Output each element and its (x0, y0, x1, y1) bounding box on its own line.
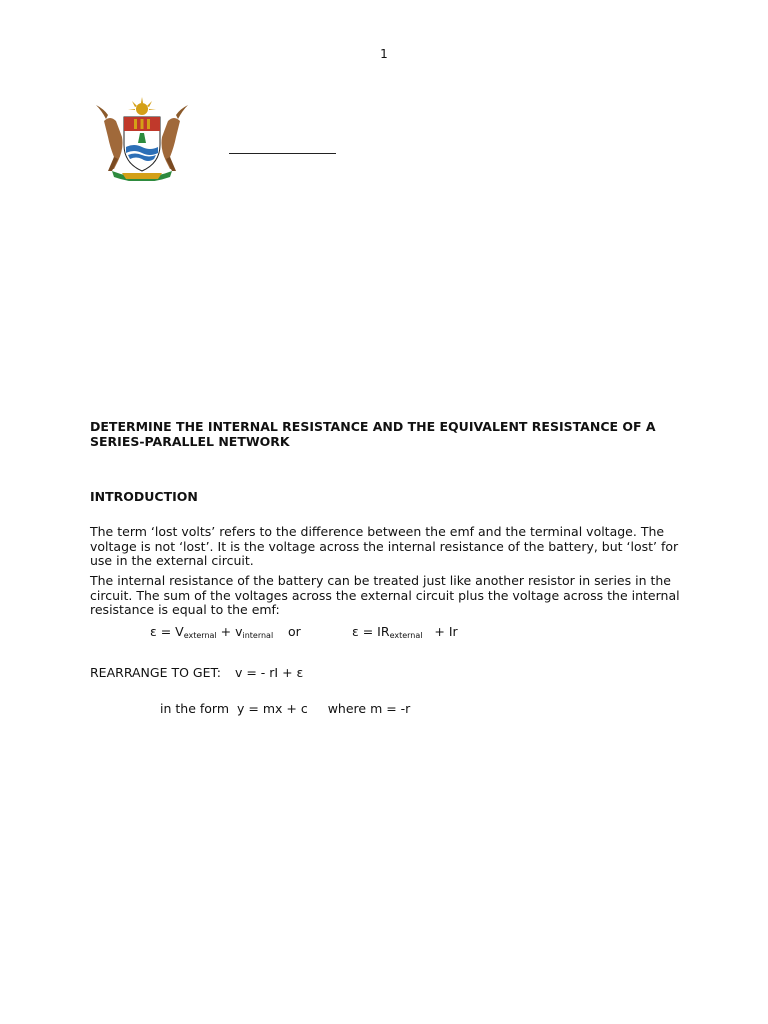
section-heading-introduction: INTRODUCTION (90, 489, 198, 504)
equation-1-lhs: ε = V (150, 624, 184, 639)
page-number: 1 (380, 47, 388, 61)
equation-2-subscript-external: external (389, 631, 423, 640)
equation-2-lhs: ε = IR (352, 624, 390, 639)
document-title: DETERMINE THE INTERNAL RESISTANCE AND THE EQUIVALENT RESISTANCE OF A SERIES-PARALLEL NETWORK (90, 419, 656, 449)
left-antelope (96, 105, 123, 171)
form-label: in the form (160, 701, 230, 716)
paragraph-internal-resistance: The internal resistance of the battery can be treated just like another resistor in series in the circuit. The sum of the voltages across the external circuit plus the voltage across the internal resistance is equal to the emf: (90, 573, 680, 617)
form-equation: y = mx + c (237, 701, 308, 716)
rearrange-formula: v = - rI + ε (234, 665, 304, 680)
form-line (160, 701, 410, 716)
paragraph-lost-volts: The term ‘lost volts’ refers to the difference between the emf and the terminal voltage. The voltage is not ‘lost’. It is the voltage across the internal resistance of the battery, but ‘lost’ for use in the external circuit. (90, 524, 679, 568)
equation-1-subscript-external: external (183, 631, 217, 640)
right-antelope (162, 105, 189, 171)
sun-rays (128, 97, 156, 115)
equation-1-plus: + v (216, 624, 243, 639)
equation-emf-voltages (150, 624, 273, 640)
form-where: where m = -r (327, 701, 411, 716)
equation-1-subscript-internal: internal (242, 631, 274, 640)
crest-base (112, 171, 172, 181)
equation-emf-current (352, 624, 458, 640)
header-underline (229, 153, 336, 154)
shield (124, 117, 160, 171)
rearrange-line (90, 665, 303, 680)
equation-row (0, 624, 768, 644)
coat-of-arms-icon (92, 97, 192, 181)
equation-or: or (288, 624, 301, 639)
equation-2-tail: + Ir (434, 624, 458, 639)
rearrange-label: REARRANGE TO GET: (90, 665, 221, 680)
